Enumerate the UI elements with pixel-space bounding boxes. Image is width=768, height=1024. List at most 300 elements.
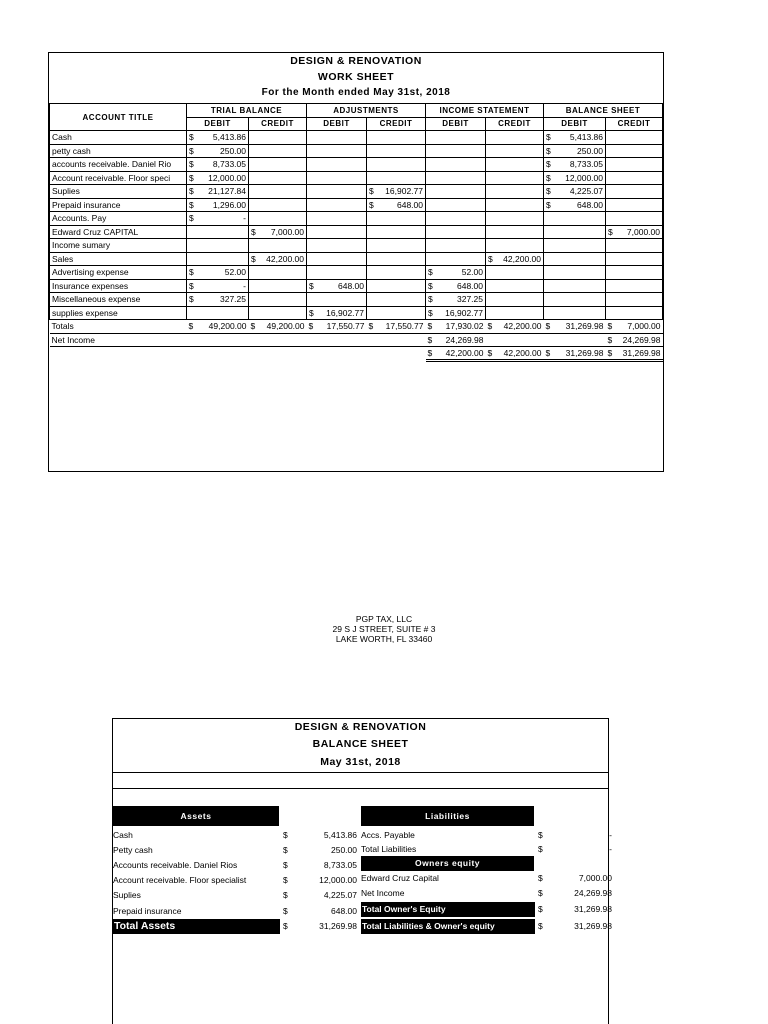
row-label: Total Liabilities [361, 844, 417, 854]
amount-cell [367, 279, 426, 293]
liabilities-header: Liabilities [361, 806, 534, 826]
amount-cell [426, 347, 486, 361]
amount-cell [249, 279, 307, 293]
amount-cell [249, 239, 307, 253]
table-row [50, 266, 663, 280]
table-row [50, 198, 663, 212]
amount-value: 17,550.77 [385, 321, 424, 332]
amount-cell [544, 131, 606, 145]
amount-cell [187, 320, 249, 334]
row-amount: 7,000.00 [578, 873, 612, 883]
row-label: Total Owner's Equity [361, 902, 535, 917]
sub-header-credit: CREDIT [367, 117, 426, 131]
amount-cell [426, 185, 486, 199]
amount-cell [426, 212, 486, 226]
amount-cell [249, 212, 307, 226]
row-amount: 250.00 [331, 845, 357, 855]
row-amount: - [609, 844, 612, 854]
amount-cell [307, 279, 367, 293]
amount-cell [544, 333, 606, 347]
amount-cell [367, 333, 426, 347]
amount-cell [426, 131, 486, 145]
table-row [50, 225, 663, 239]
amount-cell [249, 171, 307, 185]
table-row [50, 252, 663, 266]
row-amount: 648.00 [331, 906, 357, 916]
amount-cell [486, 266, 544, 280]
amount-cell [187, 171, 249, 185]
amount-cell [307, 144, 367, 158]
amount-cell [249, 252, 307, 266]
row-amount: 31,269.98 [319, 921, 357, 931]
currency-symbol: $ [608, 226, 613, 237]
row-label: Total Assets [113, 919, 280, 934]
amount-cell [606, 131, 663, 145]
row-label: Accounts receivable. Daniel Rios [113, 860, 238, 870]
amount-cell [187, 131, 249, 145]
amount-cell [367, 185, 426, 199]
amount-cell [249, 131, 307, 145]
amount-cell [486, 347, 544, 361]
currency-symbol: $ [487, 321, 493, 332]
table-row [50, 185, 663, 199]
row-amount: 12,000.00 [319, 875, 357, 885]
amount-cell [486, 306, 544, 320]
amount-cell [307, 306, 367, 320]
currency-symbol: $ [607, 347, 613, 358]
amount-cell [367, 239, 426, 253]
currency-symbol: $ [428, 307, 433, 318]
sub-header-debit: DEBIT [307, 117, 367, 131]
account-label: Suplies [50, 185, 187, 199]
amount-cell [367, 225, 426, 239]
row-amount: - [609, 830, 612, 840]
account-label: Miscellaneous expense [50, 293, 187, 307]
amount-cell [544, 171, 606, 185]
table-row [50, 144, 663, 158]
currency-symbol: $ [309, 280, 314, 291]
amount-cell [187, 144, 249, 158]
amount-cell [367, 347, 426, 361]
amount-cell [606, 225, 663, 239]
amount-cell [606, 198, 663, 212]
amount-cell [187, 279, 249, 293]
table-row [50, 171, 663, 185]
balance-sheet-date: May 31st, 2018 [320, 756, 401, 768]
amount-cell [544, 266, 606, 280]
sub-header-credit: CREDIT [606, 117, 663, 131]
amount-cell [307, 239, 367, 253]
divider [113, 788, 608, 789]
currency-symbol: $ [538, 904, 543, 914]
amount-cell [544, 279, 606, 293]
amount-cell [187, 158, 249, 172]
amount-cell [307, 347, 367, 361]
amount-value: 21,127.84 [208, 186, 246, 197]
amount-cell [606, 212, 663, 226]
amount-cell [367, 306, 426, 320]
row-amount: 31,269.98 [574, 904, 612, 914]
amount-cell [426, 225, 486, 239]
amount-value: 31,269.98 [565, 347, 604, 358]
amount-cell [606, 279, 663, 293]
account-label: accounts receivable. Daniel Rio [50, 158, 187, 172]
row-amount: 24,269.98 [574, 888, 612, 898]
worksheet-period: For the Month ended May 31st, 2018 [261, 87, 451, 98]
currency-symbol: $ [538, 873, 543, 883]
amount-cell [426, 171, 486, 185]
preparer-name: PGP TAX, LLC [355, 614, 413, 624]
balance-sheet [112, 718, 612, 1024]
currency-symbol: $ [427, 321, 433, 332]
amount-cell [249, 185, 307, 199]
amount-cell [249, 225, 307, 239]
amount-value: 49,200.00 [266, 321, 305, 332]
amount-cell [426, 158, 486, 172]
amount-value: - [243, 213, 246, 224]
amount-cell [187, 306, 249, 320]
amount-cell [544, 306, 606, 320]
amount-value: 24,269.98 [445, 334, 484, 345]
owners-equity-header: Owners equity [361, 856, 534, 871]
amount-cell [486, 225, 544, 239]
table-row [50, 239, 663, 253]
amount-value: 5,413.86 [569, 132, 603, 143]
account-label: Net Income [50, 333, 187, 347]
amount-value: 49,200.00 [208, 321, 247, 332]
amount-value: - [243, 280, 246, 291]
account-label: Advertising expense [50, 266, 187, 280]
table-row [50, 320, 663, 334]
divider [113, 772, 608, 773]
worksheet-table [49, 103, 663, 362]
currency-symbol: $ [538, 830, 543, 840]
currency-symbol: $ [188, 321, 194, 332]
row-label: Petty cash [113, 845, 153, 855]
amount-cell [486, 212, 544, 226]
amount-cell [367, 252, 426, 266]
amount-cell [426, 306, 486, 320]
worksheet-title: WORK SHEET [317, 71, 395, 83]
amount-value: 5,413.86 [212, 132, 246, 143]
amount-cell [544, 239, 606, 253]
currency-symbol: $ [189, 267, 194, 278]
currency-symbol: $ [428, 294, 433, 305]
currency-symbol: $ [189, 145, 194, 156]
sub-header-debit: DEBIT [426, 117, 486, 131]
worksheet [48, 52, 664, 472]
worksheet-company: DESIGN & RENOVATION [290, 55, 422, 67]
currency-symbol: $ [189, 172, 194, 183]
currency-symbol: $ [251, 253, 256, 264]
account-label: Account receivable. Floor speci [50, 171, 187, 185]
amount-cell [307, 252, 367, 266]
amount-cell [367, 158, 426, 172]
amount-cell [606, 171, 663, 185]
currency-symbol: $ [546, 172, 551, 183]
amount-value: 52.00 [461, 267, 483, 278]
row-label: Net Income [361, 888, 405, 898]
currency-symbol: $ [428, 280, 433, 291]
currency-symbol: $ [607, 334, 613, 345]
amount-cell [606, 185, 663, 199]
currency-symbol: $ [283, 890, 288, 900]
amount-cell [187, 293, 249, 307]
amount-cell [307, 198, 367, 212]
amount-cell [486, 131, 544, 145]
account-label: supplies expense [50, 306, 187, 320]
sub-header-credit: CREDIT [486, 117, 544, 131]
amount-cell [426, 293, 486, 307]
amount-cell [544, 144, 606, 158]
table-row [50, 131, 663, 145]
amount-cell [544, 252, 606, 266]
amount-cell [367, 144, 426, 158]
amount-cell [307, 158, 367, 172]
row-label: Suplies [113, 890, 141, 900]
amount-cell [544, 293, 606, 307]
account-label: Accounts. Pay [50, 212, 187, 226]
amount-cell [249, 320, 307, 334]
table-row [50, 306, 663, 320]
row-label: Prepaid insurance [113, 906, 182, 916]
currency-symbol: $ [283, 860, 288, 870]
amount-cell [606, 320, 663, 334]
amount-value: 31,269.98 [622, 347, 661, 358]
currency-symbol: $ [538, 921, 543, 931]
currency-symbol: $ [546, 145, 551, 156]
row-amount: 8,733.05 [323, 860, 357, 870]
sub-header-debit: DEBIT [187, 117, 249, 131]
amount-value: 16,902.77 [326, 307, 364, 318]
amount-value: 1,296.00 [212, 199, 246, 210]
amount-cell [307, 266, 367, 280]
amount-value: 250.00 [220, 145, 246, 156]
amount-cell [249, 266, 307, 280]
amount-cell [249, 198, 307, 212]
account-label: Income sumary [50, 239, 187, 253]
amount-cell [544, 347, 606, 361]
currency-symbol: $ [427, 347, 433, 358]
group-header-balance-sheet: BALANCE SHEET [544, 104, 663, 118]
group-header-adjustments: ADJUSTMENTS [307, 104, 426, 118]
amount-cell [606, 239, 663, 253]
account-label: Totals [50, 320, 187, 334]
currency-symbol: $ [189, 280, 194, 291]
amount-cell [187, 212, 249, 226]
amount-cell [486, 198, 544, 212]
currency-symbol: $ [283, 921, 288, 931]
assets-header: Assets [113, 806, 279, 826]
amount-cell [544, 185, 606, 199]
amount-cell [426, 252, 486, 266]
preparer-street: 29 S J STREET, SUITE # 3 [332, 624, 436, 634]
amount-cell [307, 185, 367, 199]
currency-symbol: $ [309, 307, 314, 318]
row-amount: 4,225.07 [323, 890, 357, 900]
amount-value: 12,000.00 [565, 172, 603, 183]
amount-cell [367, 293, 426, 307]
amount-cell [544, 320, 606, 334]
amount-value: 250.00 [577, 145, 603, 156]
amount-value: 8,733.05 [569, 159, 603, 170]
currency-symbol: $ [369, 186, 374, 197]
account-label [50, 347, 187, 361]
amount-value: 42,200.00 [503, 321, 542, 332]
amount-cell [249, 158, 307, 172]
account-label: petty cash [50, 144, 187, 158]
amount-cell [187, 252, 249, 266]
amount-value: 7,000.00 [626, 226, 660, 237]
amount-cell [606, 347, 663, 361]
currency-symbol: $ [189, 294, 194, 305]
amount-cell [367, 171, 426, 185]
amount-value: 648.00 [577, 199, 603, 210]
table-row [50, 333, 663, 347]
amount-cell [426, 144, 486, 158]
amount-value: 17,930.02 [445, 321, 484, 332]
amount-cell [187, 185, 249, 199]
table-row [50, 279, 663, 293]
amount-cell [486, 239, 544, 253]
amount-cell [187, 239, 249, 253]
amount-cell [187, 347, 249, 361]
amount-cell [367, 266, 426, 280]
amount-value: 16,902.77 [445, 307, 483, 318]
amount-cell [249, 306, 307, 320]
amount-value: 52.00 [224, 267, 246, 278]
account-label: Prepaid insurance [50, 198, 187, 212]
amount-cell [486, 293, 544, 307]
amount-cell [544, 212, 606, 226]
currency-symbol: $ [283, 845, 288, 855]
amount-cell [486, 185, 544, 199]
amount-cell [606, 306, 663, 320]
currency-symbol: $ [308, 321, 314, 332]
amount-value: 12,000.00 [208, 172, 246, 183]
amount-cell [606, 293, 663, 307]
amount-cell [486, 171, 544, 185]
amount-value: 24,269.98 [622, 334, 661, 345]
currency-symbol: $ [189, 159, 194, 170]
amount-cell [426, 266, 486, 280]
amount-cell [426, 333, 486, 347]
currency-symbol: $ [546, 199, 551, 210]
currency-symbol: $ [545, 321, 551, 332]
group-header-income-statement: INCOME STATEMENT [426, 104, 544, 118]
amount-value: 42,200.00 [445, 347, 484, 358]
preparer-address [284, 614, 484, 644]
amount-value: 7,000.00 [627, 321, 661, 332]
amount-value: 648.00 [457, 280, 483, 291]
currency-symbol: $ [427, 334, 433, 345]
amount-cell [486, 252, 544, 266]
amount-cell [249, 347, 307, 361]
currency-symbol: $ [487, 347, 493, 358]
currency-symbol: $ [283, 875, 288, 885]
currency-symbol: $ [428, 267, 433, 278]
amount-cell [367, 320, 426, 334]
row-label: Total Liabilities & Owner's equity [361, 919, 535, 934]
amount-cell [426, 198, 486, 212]
account-label: Sales [50, 252, 187, 266]
currency-symbol: $ [189, 213, 194, 224]
amount-cell [544, 198, 606, 212]
amount-cell [426, 320, 486, 334]
balance-sheet-title: BALANCE SHEET [312, 738, 409, 750]
account-title-header: ACCOUNT TITLE [50, 104, 187, 131]
amount-cell [486, 144, 544, 158]
amount-cell [367, 198, 426, 212]
amount-value: 17,550.77 [326, 321, 365, 332]
row-label: Accs. Payable [361, 830, 415, 840]
amount-value: 648.00 [338, 280, 364, 291]
currency-symbol: $ [545, 347, 551, 358]
amount-value: 7,000.00 [270, 226, 304, 237]
amount-value: 4,225.07 [569, 186, 603, 197]
amount-value: 42,200.00 [503, 347, 542, 358]
sub-header-credit: CREDIT [249, 117, 307, 131]
currency-symbol: $ [538, 844, 543, 854]
currency-symbol: $ [189, 132, 194, 143]
account-label: Insurance expenses [50, 279, 187, 293]
account-label: Edward Cruz CAPITAL [50, 225, 187, 239]
amount-cell [606, 266, 663, 280]
amount-cell [486, 279, 544, 293]
table-row [50, 293, 663, 307]
currency-symbol: $ [283, 906, 288, 916]
currency-symbol: $ [369, 199, 374, 210]
amount-value: 8,733.05 [212, 159, 246, 170]
amount-value: 42,200.00 [503, 253, 541, 264]
amount-cell [486, 320, 544, 334]
amount-cell [426, 239, 486, 253]
amount-cell [249, 333, 307, 347]
row-amount: 5,413.86 [323, 830, 357, 840]
currency-symbol: $ [251, 226, 256, 237]
amount-cell [486, 333, 544, 347]
sub-header-debit: DEBIT [544, 117, 606, 131]
amount-cell [367, 131, 426, 145]
table-row [50, 347, 663, 361]
amount-cell [307, 333, 367, 347]
account-label: Cash [50, 131, 187, 145]
amount-cell [187, 198, 249, 212]
amount-cell [606, 252, 663, 266]
currency-symbol: $ [189, 199, 194, 210]
amount-cell [307, 225, 367, 239]
currency-symbol: $ [607, 321, 613, 332]
amount-cell [486, 158, 544, 172]
amount-cell [426, 279, 486, 293]
currency-symbol: $ [538, 888, 543, 898]
amount-cell [544, 225, 606, 239]
amount-cell [367, 212, 426, 226]
currency-symbol: $ [488, 253, 493, 264]
currency-symbol: $ [250, 321, 256, 332]
preparer-city: LAKE WORTH, FL 33460 [335, 634, 433, 644]
amount-cell [544, 158, 606, 172]
amount-value: 42,200.00 [266, 253, 304, 264]
row-label: Account receivable. Floor specialist [113, 875, 247, 885]
amount-cell [249, 293, 307, 307]
amount-cell [307, 293, 367, 307]
amount-cell [606, 144, 663, 158]
currency-symbol: $ [546, 159, 551, 170]
table-row [50, 158, 663, 172]
amount-cell [307, 212, 367, 226]
amount-cell [249, 144, 307, 158]
